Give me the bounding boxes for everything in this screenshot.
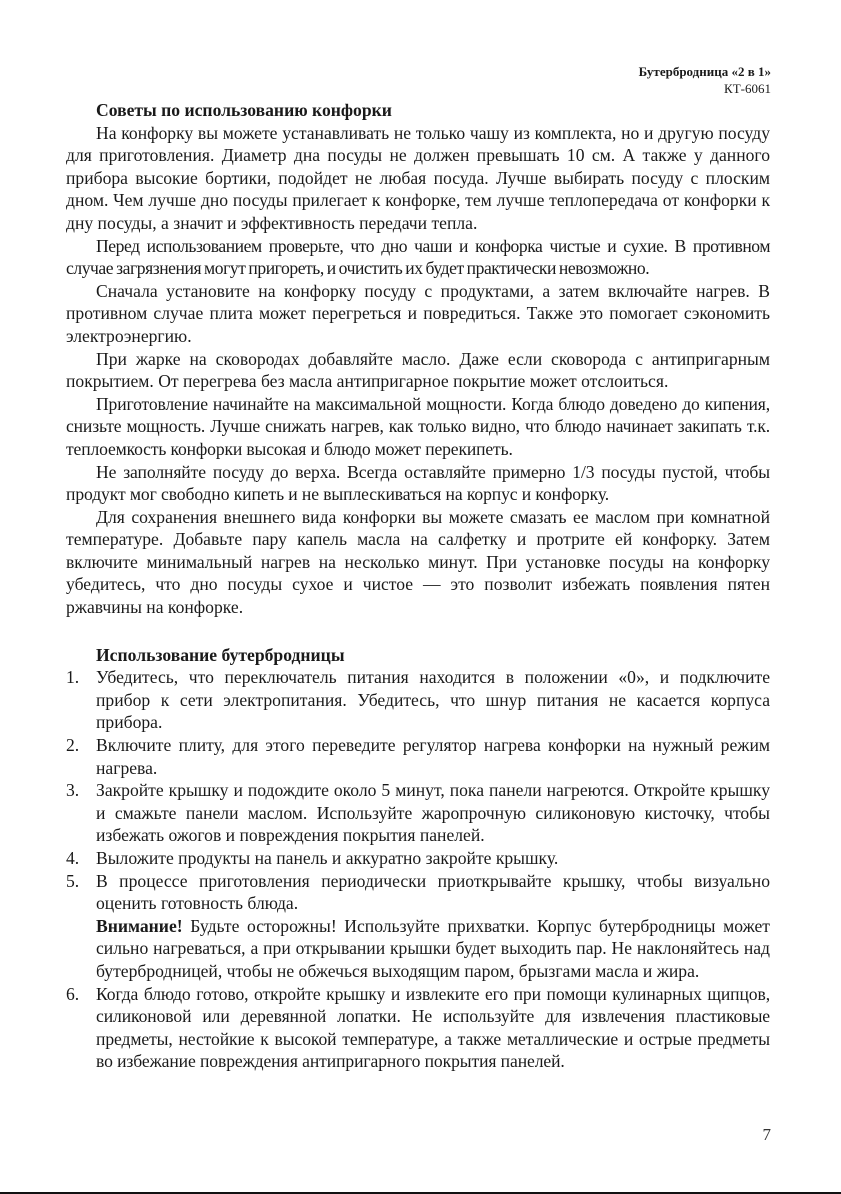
paragraph: При жарке на сковородах добавляйте масло. Даже если сковорода с антипригарным покрытием. От перегрева без масла антипригарное покрытие может отслоиться. — [66, 348, 770, 392]
list-item — [66, 847, 770, 870]
model-number: КТ-6061 — [724, 81, 771, 96]
product-title: Бутербродница «2 в 1» — [638, 64, 771, 79]
step-text: Закройте крышку и подождите около 5 минут, пока панели нагреются. Откройте крышку и смажьте панели маслом. Используйте жаропрочную силиконовую кисточку, чтобы избежать ожогов и повреждения покрытия панелей. — [96, 780, 770, 846]
usage-steps-list — [66, 666, 770, 1073]
paragraph: Приготовление начинайте на максимальной мощности. Когда блюдо доведено до кипения, снизьте мощность. Лучше снижать нагрев, как только видно, что блюдо начинает закипать т.к. теплоемкость конфорки высокая и блюдо может перекипеть. — [66, 393, 770, 459]
step-number: 1. — [66, 667, 80, 688]
step-text: Убедитесь, что переключатель питания находится в положении «0», и подключите прибор к сети электропитания. Убедитесь, что шнур питания не касается корпуса прибора. — [96, 667, 770, 733]
list-item — [66, 666, 770, 734]
list-item — [66, 870, 770, 983]
step-number: 5. — [66, 870, 80, 891]
warning-note — [96, 915, 770, 983]
page-header — [639, 63, 771, 97]
list-item — [66, 734, 770, 779]
section-title-usage: Использование бутербродницы — [96, 644, 345, 665]
paragraph: Перед использованием проверьте, что дно чаши и конфорка чистые и сухие. В противном случае загрязнения могут пригореть, и очистить их будет практически невозможно. — [66, 235, 770, 279]
step-text: В процессе приготовления периодически приоткрывайте крышку, чтобы визуально оценить готовность блюда. — [96, 870, 770, 914]
warning-label: Внимание! — [96, 915, 183, 936]
step-number: 4. — [66, 848, 80, 868]
list-item — [66, 779, 770, 847]
step-number: 3. — [66, 780, 80, 801]
step-number: 2. — [66, 735, 80, 756]
step-text: Выложите продукты на панель и аккуратно закройте крышку. — [96, 848, 559, 868]
page-content — [66, 99, 770, 1073]
page-number: 7 — [762, 1125, 771, 1144]
list-item — [66, 983, 770, 1073]
step-text: Когда блюдо готово, откройте крышку и извлеките его при помощи кулинарных щипцов, силиконовой или деревянной лопатки. Не используйте для извлечения пластиковые предметы, нестойкие к высокой температуре, а также металлические и острые предметы во избежание повреждения антипригарного покрытия панелей. — [96, 983, 770, 1072]
warning-text: Будьте осторожны! Используйте прихватки. Корпус бутербродницы может сильно нагреваться, а при открывании крышки будет выходить пар. Не наклоняйтесь над бутербродницей, чтобы не обжечься выходящим паром, брызгами масла и жира. — [96, 915, 770, 981]
step-text: Включите плиту, для этого переведите регулятор нагрева конфорки на нужный режим нагрева. — [96, 735, 770, 778]
paragraph: Сначала установите на конфорку посуду с продуктами, а затем включайте нагрев. В противном случае плита может перегреться и повредиться. Также это помогает сэкономить электроэнергию. — [66, 280, 770, 346]
paragraph: На конфорку вы можете устанавливать не только чашу из комплекта, но и другую посуду для приготовления. Диаметр дна посуды не должен превышать 10 см. А также у данного прибора высокие бортики, подойдет не любая посуда. Лучше выбирать посуду с плоским дном. Чем лучше дно посуды прилегает к конфорке, тем лучше теплопередача от конфорки к дну посуды, а значит и эффективность передачи тепла. — [66, 122, 770, 233]
section-title-burner-tips: Советы по использованию конфорки — [96, 100, 392, 120]
paragraph: Не заполняйте посуду до верха. Всегда оставляйте примерно 1/3 посуды пустой, чтобы продукт мог свободно кипеть и не выплескиваться на корпус и конфорку. — [66, 461, 770, 505]
step-number: 6. — [66, 983, 80, 1004]
paragraph: Для сохранения внешнего вида конфорки вы можете смазать ее маслом при комнатной температуре. Добавьте пару капель масла на салфетку и протрите ей конфорку. Затем включите минимальный нагрев на несколько минут. При установке посуды на конфорку убедитесь, что дно посуды сухое и чистое — это позволит избежать появления пятен ржавчины на конфорке. — [66, 506, 770, 618]
section-gap — [66, 619, 770, 644]
